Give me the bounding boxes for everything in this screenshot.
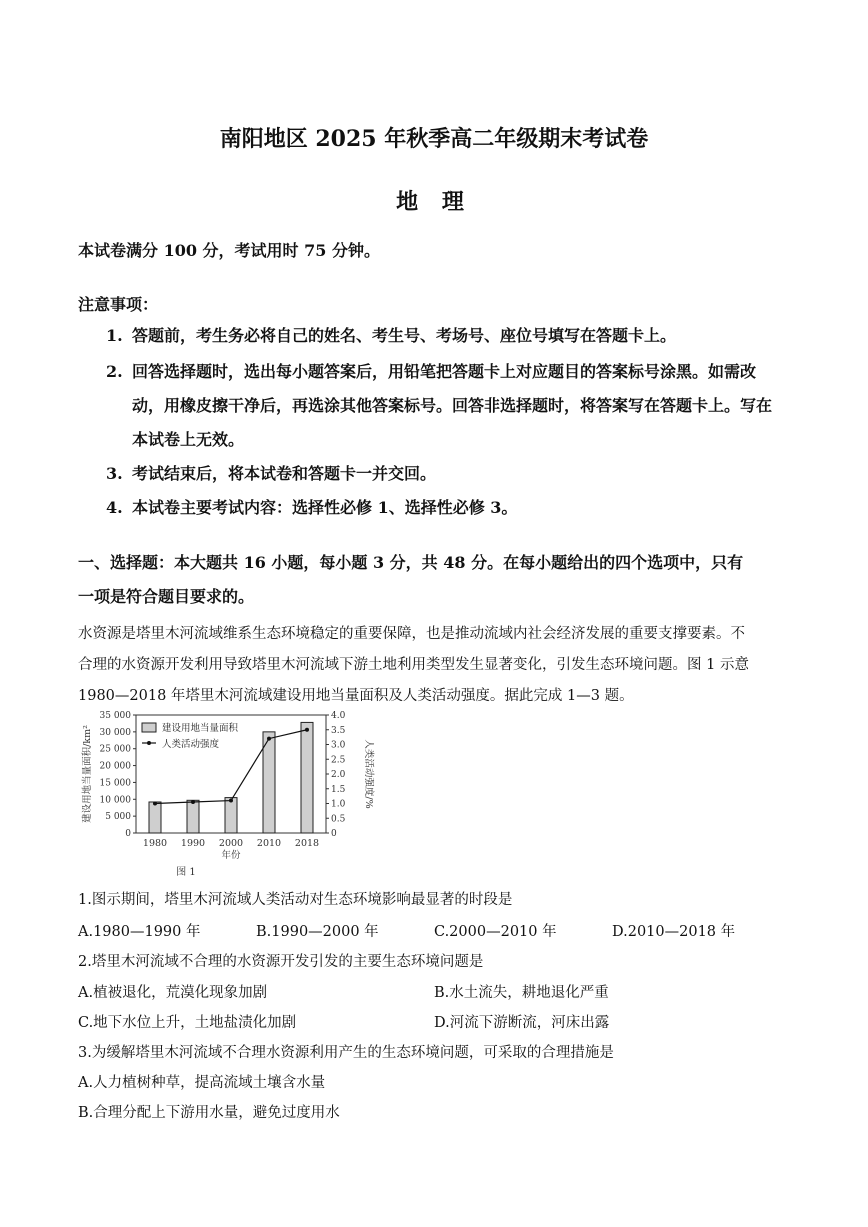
question-1-stem: 1.图示期间，塔里木河流域人类活动对生态环境影响最显著的时段是 xyxy=(78,892,513,908)
line-point xyxy=(305,728,309,732)
passage-line-2: 合理的水资源开发利用导致塔里木河流域下游土地利用类型发生显著变化，引发生态环境问题。图 1 示意 xyxy=(78,657,749,673)
left-tick-label: 5 000 xyxy=(105,812,131,823)
right-tick-label: 3.0 xyxy=(331,740,346,751)
bar xyxy=(149,802,161,833)
x-axis-title: 年份 xyxy=(221,850,241,861)
line-point xyxy=(267,737,271,741)
legend-line-marker xyxy=(147,741,151,745)
question-3-option-b: B.合理分配上下游用水量，避免过度用水 xyxy=(78,1105,340,1121)
note-text: 回答选择题时，选出每小题答案后，用铅笔把答题卡上对应题目的答案标号涂黑。如需改动，用橡皮擦干净后，再选涂其他答案标号。回答非选择题时，将答案写在答题卡上。写在本试卷上无效。 xyxy=(132,362,773,449)
line-point xyxy=(191,800,195,804)
right-tick-label: 3.5 xyxy=(331,725,346,736)
legend-bar-swatch xyxy=(142,723,156,732)
x-tick-label: 2018 xyxy=(294,838,320,849)
line-point xyxy=(229,799,233,803)
exam-title: 南阳地区 2025 年秋季高二年级期末考试卷 xyxy=(219,126,649,152)
left-tick-label: 20 000 xyxy=(99,761,131,772)
legend-line-label: 人类活动强度 xyxy=(162,739,220,750)
right-tick-label: 1.5 xyxy=(331,784,346,795)
left-tick-label: 15 000 xyxy=(99,778,131,789)
x-tick-label: 1980 xyxy=(142,838,168,849)
passage-line-3: 1980—2018 年塔里木河流域建设用地当量面积及人类活动强度。据此完成 1—3 题。 xyxy=(78,688,634,704)
figure-caption: 图 1 xyxy=(176,867,196,878)
bar xyxy=(225,798,237,833)
note-number: 1. xyxy=(106,326,123,345)
x-tick-label: 1990 xyxy=(180,838,206,849)
figure-1-chart xyxy=(78,705,378,885)
question-1-option-a: A.1980—1990 年 xyxy=(78,924,201,940)
right-tick-label: 2.0 xyxy=(331,770,346,780)
right-tick-label: 2.5 xyxy=(331,755,346,766)
left-tick-label: 10 000 xyxy=(99,795,131,806)
question-2-stem: 2.塔里木河流域不合理的水资源开发引发的主要生态环境问题是 xyxy=(78,954,484,970)
left-tick-label: 30 000 xyxy=(99,727,131,738)
note-number: 4. xyxy=(106,498,123,517)
question-2-option-a: A.植被退化，荒漠化现象加剧 xyxy=(78,985,268,1001)
question-3-stem: 3.为缓解塔里木河流域不合理水资源利用产生的生态环境问题，可采取的合理措施是 xyxy=(78,1045,614,1061)
left-axis-title: 建设用地当量面积/km² xyxy=(82,725,93,823)
chart-svg xyxy=(78,705,378,885)
bar xyxy=(301,722,313,833)
right-tick-label: 4.0 xyxy=(331,711,346,721)
right-tick-label: 1.0 xyxy=(331,799,346,810)
right-tick-label: 0.5 xyxy=(331,814,346,825)
notes-heading: 注意事项： xyxy=(78,295,159,314)
note-text: 本试卷主要考试内容：选择性必修 1、选择性必修 3。 xyxy=(132,498,518,517)
question-1-option-d: D.2010—2018 年 xyxy=(612,924,736,940)
note-text: 考试结束后，将本试卷和答题卡一并交回。 xyxy=(132,464,437,483)
right-tick-label: 0 xyxy=(331,829,337,839)
bar xyxy=(263,732,275,833)
line-point xyxy=(153,802,157,806)
left-tick-label: 35 000 xyxy=(99,711,131,721)
section-heading-line2: 一项是符合题目要求的。 xyxy=(78,587,255,606)
question-1-option-b: B.1990—2000 年 xyxy=(256,924,379,940)
subject-title: 地 理 xyxy=(396,189,472,215)
section-heading-line1: 一、选择题：本大题共 16 小题，每小题 3 分，共 48 分。在每小题给出的四个选项中，只有 xyxy=(78,553,744,572)
left-tick-label: 0 xyxy=(125,829,131,839)
x-tick-label: 2000 xyxy=(218,838,244,849)
note-number: 3. xyxy=(106,464,123,483)
legend-bar-label: 建设用地当量面积 xyxy=(162,723,239,734)
bar xyxy=(187,800,199,833)
right-axis-title: 人类活动强度/% xyxy=(363,739,374,809)
x-tick-label: 2010 xyxy=(256,838,282,849)
question-2-option-d: D.河流下游断流，河床出露 xyxy=(434,1015,610,1031)
question-2-option-c: C.地下水位上升，土地盐渍化加剧 xyxy=(78,1015,297,1031)
question-1-option-c: C.2000—2010 年 xyxy=(434,924,557,940)
note-number: 2. xyxy=(106,362,123,381)
question-2-option-b: B.水土流失，耕地退化严重 xyxy=(434,985,609,1001)
question-3-option-a: A.人力植树种草，提高流域土壤含水量 xyxy=(78,1075,326,1091)
left-tick-label: 25 000 xyxy=(99,744,131,755)
note-text: 答题前，考生务必将自己的姓名、考生号、考场号、座位号填写在答题卡上。 xyxy=(132,326,677,345)
passage-line-1: 水资源是塔里木河流域维系生态环境稳定的重要保障，也是推动流域内社会经济发展的重要支撑要素。不 xyxy=(78,626,745,642)
exam-info: 本试卷满分 100 分，考试用时 75 分钟。 xyxy=(78,241,380,260)
